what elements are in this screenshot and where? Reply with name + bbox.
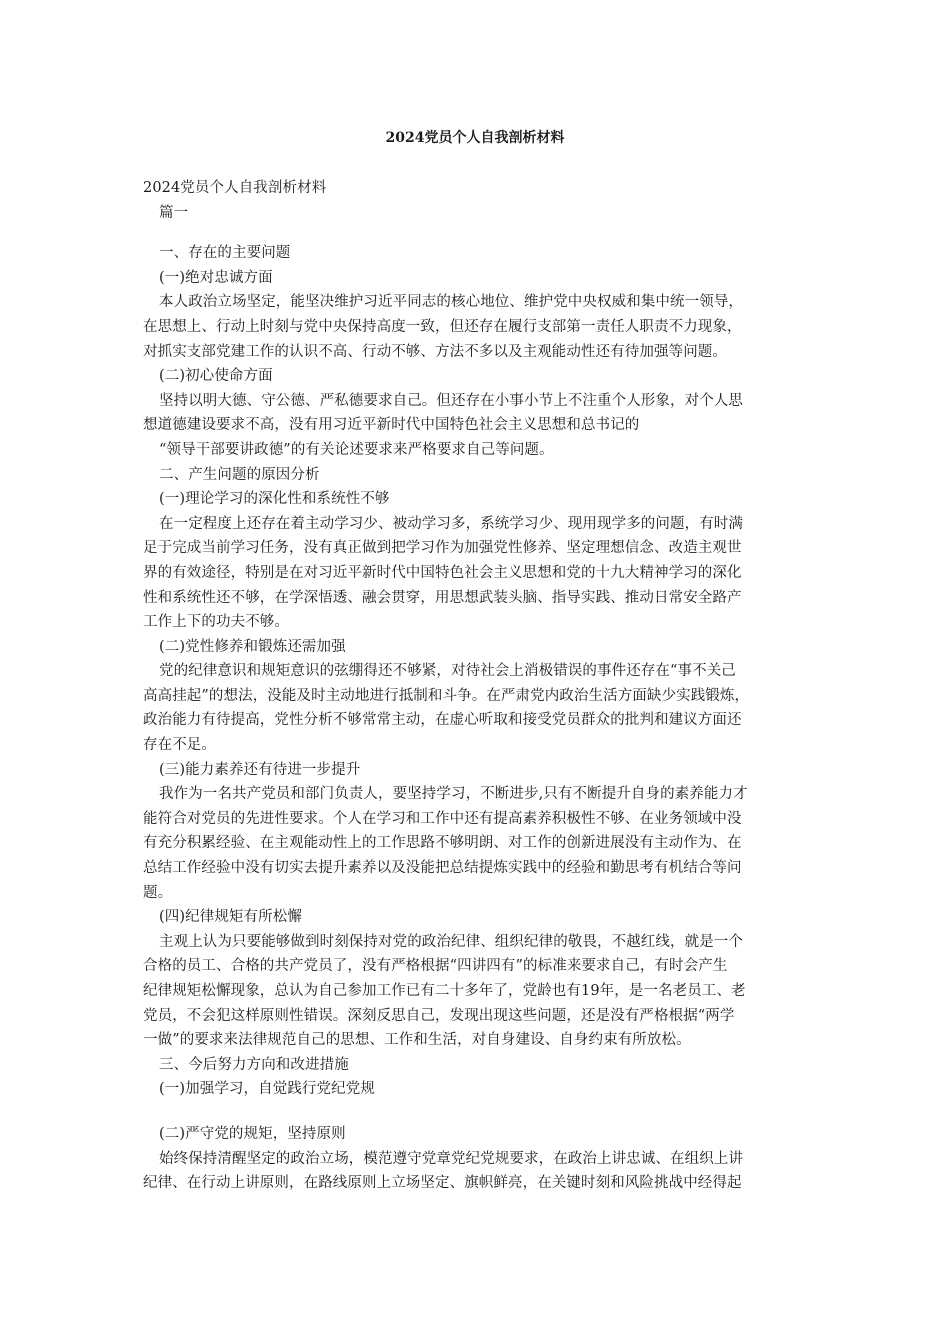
document-title: 2024党员个人自我剖析材料 <box>385 130 565 146</box>
subsection-heading: (二)严守党的规矩，坚持原则 <box>159 1125 346 1142</box>
spacer <box>143 1102 803 1122</box>
subsection-heading: (二)初心使命方面 <box>159 368 273 385</box>
document-subtitle: 2024党员个人自我剖析材料 <box>143 180 327 196</box>
paragraph-line: 题。 <box>143 884 173 901</box>
paragraph-line: 一做”的要求来法律规范自己的思想、工作和生活，对自身建设、自身约束有所放松。 <box>143 1032 691 1049</box>
paragraph-line: “领导干部要讲政德”的有关论述要求来严格要求自己等问题。 <box>159 441 554 458</box>
paragraph-line: 能符合对党员的先进性要求。个人在学习和工作中还有提高素养积极性不够、在业务领域中没 <box>143 810 742 827</box>
paragraph-line: 在一定程度上还存在着主动学习少、被动学习多，系统学习少、现用现学多的问题，有时满 <box>159 515 743 532</box>
subsection-heading: (三)能力素养还有待进一步提升 <box>159 761 361 778</box>
paragraph-line: 纪律、在行动上讲原则，在路线原则上立场坚定、旗帜鲜亮，在关键时刻和风险挑战中经得起 <box>143 1175 742 1192</box>
paragraph-line: 总结工作经验中没有切实去提升素养以及没能把总结提炼实践中的经验和勤思考有机结合等问 <box>143 860 742 877</box>
paragraph-line: 存在不足。 <box>143 737 216 754</box>
section-heading: 一、存在的主要问题 <box>159 245 291 262</box>
subsection-heading: (二)党性修养和锻炼还需加强 <box>159 638 346 655</box>
paragraph-line: 坚持以明大德、守公德、严私德要求自己。但还存在小事小节上不注重个人形象，对个人思 <box>159 392 743 409</box>
paragraph-line: 性和系统性还不够，在学深悟透、融会贯穿，用思想武装头脑、指导实践、推动日常安全路产 <box>143 589 742 606</box>
paragraph-line: 政治能力有待提高，党性分析不够常常主动，在虚心听取和接受党员群众的批判和建议方面还 <box>143 712 742 729</box>
paragraph-line: 合格的员工、合格的共产党员了，没有严格根据“四讲四有”的标准来要求自己，有时会产生 <box>143 958 728 975</box>
section-heading: 三、今后努力方向和改进措施 <box>159 1056 349 1073</box>
paragraph-line: 纪律规矩松懈现象，总认为自己参加工作已有二十多年了，党龄也有19年，是一名老员工、老 <box>143 983 746 999</box>
subsection-heading: (一)加强学习，自觉践行党纪党规 <box>159 1081 375 1098</box>
paragraph-line: 党员，不会犯这样原则性错误。深刻反思自己，发现出现这些问题，还是没有严格根据“两学 <box>143 1007 735 1024</box>
paragraph-line: 主观上认为只要能够做到时刻保持对党的政治纪律、组织纪律的敬畏，不越红线，就是一个 <box>159 933 743 950</box>
paragraph-line: 始终保持清醒坚定的政治立场，模范遵守党章党纪党规要求，在政治上讲忠诚、在组织上讲 <box>159 1150 743 1167</box>
paragraph-line: 本人政治立场坚定，能坚决维护习近平同志的核心地位、维护党中央权威和集中统一领导， <box>159 294 743 311</box>
paragraph-line: 党的纪律意识和规矩意识的弦绷得还不够紧，对待社会上消极错误的事件还存在“事不关己 <box>159 663 736 680</box>
paragraph-line: 有充分积累经验、在主观能动性上的工作思路不够明朗、对工作的创新进展没有主动作为、在 <box>143 835 742 852</box>
section-heading: 二、产生问题的原因分析 <box>159 466 320 483</box>
paragraph-line: 足于完成当前学习任务，没有真正做到把学习作为加强党性修养、坚定理想信念、改造主观世 <box>143 540 742 557</box>
document-body <box>143 176 803 1196</box>
paragraph-line: 高高挂起”的想法，没能及时主动地进行抵制和斗争。在严肃党内政治生活方面缺少实践锻炼， <box>143 687 750 704</box>
paragraph-line: 我作为一名共产党员和部门负责人，要坚持学习，不断进步,只有不断提升自身的素养能力才 <box>159 786 748 803</box>
paragraph-line: 在思想上、行动上时刻与党中央保持高度一致，但还存在履行支部第一责任人职责不力现象， <box>143 318 742 335</box>
subsection-heading: (一)理论学习的深化性和系统性不够 <box>159 491 390 508</box>
subsection-heading: (四)纪律规矩有所松懈 <box>159 909 302 926</box>
paragraph-line: 界的有效途径，特别是在对习近平新时代中国特色社会主义思想和党的十九大精神学习的深化 <box>143 564 742 581</box>
spacer <box>143 225 803 241</box>
paragraph-line: 对抓实支部党建工作的认识不高、行动不够、方法不多以及主观能动性还有待加强等问题。 <box>143 343 727 360</box>
subsection-heading: (一)绝对忠诚方面 <box>159 269 273 286</box>
paragraph-line: 工作上下的功夫不够。 <box>143 614 289 631</box>
paragraph-line: 想道德建设要求不高，没有用习近平新时代中国特色社会主义思想和总书记的 <box>143 417 640 434</box>
part-label: 篇一 <box>159 204 189 221</box>
